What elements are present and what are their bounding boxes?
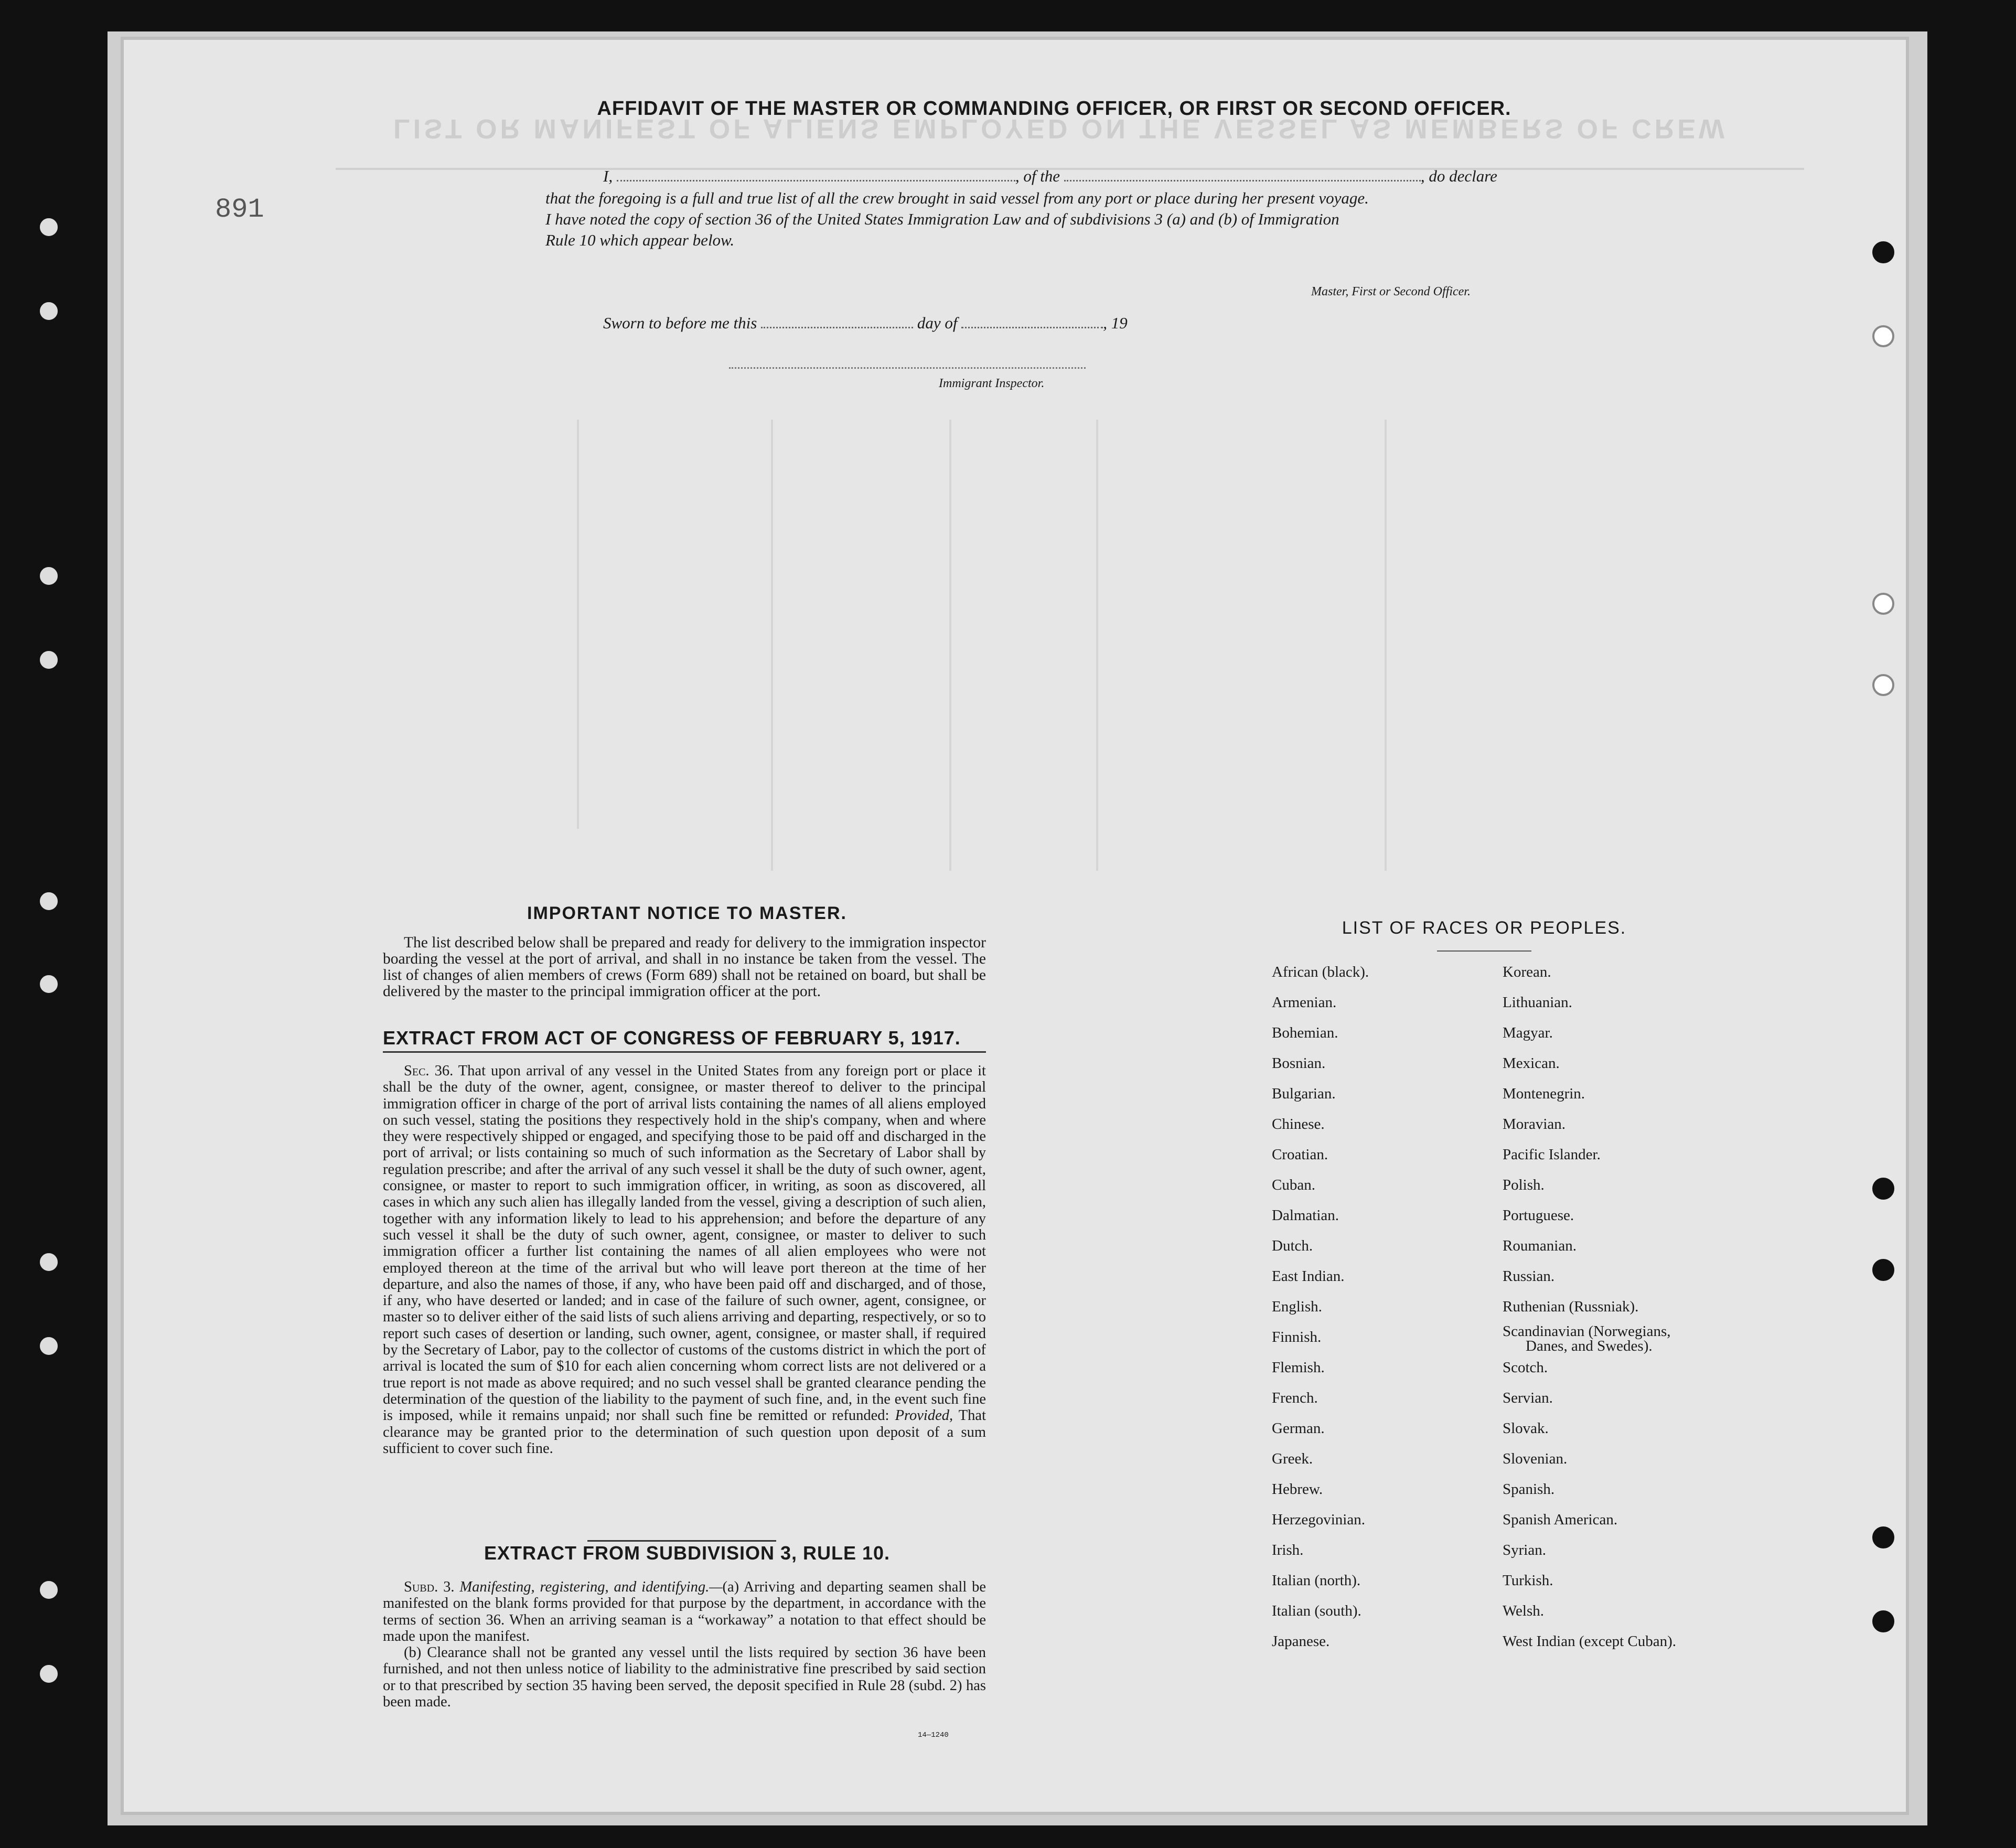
bleed-column-line (577, 420, 579, 829)
races-rule (1437, 950, 1531, 952)
year-label: , 19 (1103, 314, 1128, 332)
notice-text: The list described below shall be prepared and ready for delivery to the immigration inspector boarding the vessel at the port of arrival, and shall in no instance be taken from the vessel. The list of changes of alien members of crews (Form 689) shall not be retained on board, but shall be delivered by the master to the principal immigration officer at the port. (383, 934, 986, 1000)
race-item: Armenian. (1272, 994, 1337, 1011)
affidavit-line-3: I have noted the copy of section 36 of the United States Immigration Law and of subdivisions 3 (a) and (b) of Immigration (545, 210, 1339, 228)
form-number: 14—1240 (918, 1731, 949, 1739)
race-item: Moravian. (1503, 1116, 1565, 1133)
race-item: German. (1272, 1420, 1325, 1437)
race-item: Pacific Islander. (1503, 1146, 1601, 1163)
race-item: Dalmatian. (1272, 1207, 1339, 1224)
race-item: Irish. (1272, 1542, 1304, 1558)
race-item-continuation: Danes, and Swedes). (1526, 1338, 1653, 1354)
race-item: East Indian. (1272, 1268, 1345, 1285)
inspector-signature-line (729, 367, 1086, 369)
affidavit-line-4: Rule 10 which appear below. (545, 231, 735, 249)
race-item: Portuguese. (1503, 1207, 1574, 1224)
race-item: Slovak. (1503, 1420, 1549, 1437)
name-blank (617, 180, 1015, 181)
race-item: Finnish. (1272, 1329, 1322, 1345)
race-item: West Indian (except Cuban). (1503, 1633, 1677, 1650)
inspector-label: Immigrant Inspector. (939, 377, 1045, 390)
day-of-label: day of (917, 314, 958, 332)
race-item: Syrian. (1503, 1542, 1546, 1558)
binding-hole (37, 1662, 61, 1686)
race-item: Greek. (1272, 1450, 1313, 1467)
race-item: Polish. (1503, 1177, 1545, 1193)
provided-word: Provided, (895, 1407, 953, 1424)
race-item: Chinese. (1272, 1116, 1325, 1133)
race-item: Hebrew. (1272, 1481, 1323, 1498)
month-blank (961, 327, 1103, 328)
race-item: Mexican. (1503, 1055, 1560, 1072)
act-title: EXTRACT FROM ACT OF CONGRESS OF FEBRUARY 5, 1917. (383, 1027, 961, 1049)
race-item: Croatian. (1272, 1146, 1328, 1163)
rule-10-para-b: (b) Clearance shall not be granted any vessel until the lists required by section 36 have been furnished, and not then unless notice of liability to the administrative fine prescribed by said section or to that prescribed by section 35 having been served, the deposit specified in Rule 28 (subd. 2) has been made. (383, 1644, 986, 1711)
race-item: Lithuanian. (1503, 994, 1572, 1011)
race-item: Flemish. (1272, 1359, 1325, 1376)
race-item: Roumanian. (1503, 1237, 1577, 1254)
binding-hole (37, 1250, 61, 1274)
affidavit-declaration-line (603, 167, 1497, 186)
race-item: Italian (north). (1272, 1572, 1361, 1589)
binding-hole (37, 648, 61, 672)
bleed-column-line (771, 420, 773, 871)
punch-hole (1872, 674, 1894, 696)
bleed-column-line (1385, 420, 1387, 871)
subdivision-title: EXTRACT FROM SUBDIVISION 3, RULE 10. (484, 1542, 891, 1564)
binding-hole (37, 299, 61, 323)
act-rule (383, 1051, 986, 1053)
race-item: Montenegrin. (1503, 1085, 1585, 1102)
punch-hole (1872, 325, 1894, 347)
race-item: Korean. (1503, 964, 1551, 980)
race-item: Bohemian. (1272, 1024, 1338, 1041)
punch-hole (1872, 1178, 1894, 1200)
race-item: Japanese. (1272, 1633, 1330, 1650)
rule-10-text (383, 1579, 986, 1710)
section-36-label: Sec. 36. (404, 1063, 454, 1079)
race-item: Scotch. (1503, 1359, 1548, 1376)
master-signature-label: Master, First or Second Officer. (1311, 285, 1471, 298)
affidavit-line-2: that the foregoing is a full and true list of all the crew brought in said vessel from any port or place during her present voyage. (545, 189, 1369, 207)
race-item: French. (1272, 1390, 1318, 1406)
race-item: Herzegovinian. (1272, 1511, 1365, 1528)
race-item: Turkish. (1503, 1572, 1553, 1589)
race-item: Dutch. (1272, 1237, 1313, 1254)
race-item: Spanish. (1503, 1481, 1555, 1498)
rule-10-para-a (383, 1579, 986, 1644)
race-item: Bulgarian. (1272, 1085, 1336, 1102)
subd-heading: Manifesting, registering, and identifying.— (459, 1579, 723, 1595)
notice-title: IMPORTANT NOTICE TO MASTER. (527, 903, 847, 923)
binding-hole (37, 215, 61, 239)
race-item: Russian. (1503, 1268, 1555, 1285)
para-a-text: (a) Arriving and departing seamen shall be manifested on the blank forms provided for that purpose by the department, in accordance with the terms of section 36. When an arriving seaman is a “workaway” a notation to that effect should be made upon the manifest. (383, 1579, 986, 1644)
sworn-label: Sworn to before me this (603, 314, 757, 332)
stamped-number: 891 (215, 194, 264, 225)
section-36-tail: That clearance may be granted prior to the determination of such question upon deposit of a sum sufficient to cover such fine. (383, 1407, 986, 1457)
race-item: Scandinavian (Norwegians, (1503, 1323, 1671, 1340)
punch-hole (1872, 241, 1894, 263)
race-item: Ruthenian (Russniak). (1503, 1298, 1639, 1315)
race-item: Bosnian. (1272, 1055, 1326, 1072)
subdivision-rule (587, 1540, 776, 1542)
bleed-column-line (1096, 420, 1098, 871)
affidavit-title: AFFIDAVIT OF THE MASTER OR COMMANDING OFFICER, OR FIRST OR SECOND OFFICER. (597, 98, 1511, 120)
bleed-column-line (949, 420, 951, 871)
sworn-line (603, 314, 1128, 333)
race-item: English. (1272, 1298, 1322, 1315)
binding-hole (37, 1334, 61, 1358)
section-36-body: That upon arrival of any vessel in the United States from any foreign port or place it shall be the duty of the owner, agent, consignee, or master thereof to deliver to the principal immigration officer in charge of the port of arrival lists containing the names of all aliens employed on such vessel, stating the positions they respectively hold in the ship's company, when and where they were respectively shipped or engaged, and specifying those to be paid off and discharged in the port of arrival; or lists containing so much of such information as the Secretary of Labor shall by regulation prescribe; and after the arrival of any such vessel it shall be the duty of such owner, agent, consignee, or master to report to such immigration officer, in writing, as soon as discovered, all cases in which any such alien has illegally landed from the vessel, giving a description of such alien, together with any information likely to lead to his apprehension; and before the departure of any such vessel it shall be the duty of such owner, agent, consignee, or master to deliver to such immigration officer a further list containing the names of all alien employees who were not employed thereon at the time of the arrival but who will leave port thereon at the time of her departure, and also the names of those, if any, who have been paid off and discharged, and of those, if any, who have deserted or landed; and in case of the failure of such owner, agent, consignee, or master so to deliver either of the said lists of such aliens arriving and departing, respectively, or so to report such cases of desertion or landing, such owner, agent, consignee, or master shall, if required by the Secretary of Labor, pay to the collector of customs of the customs district in which the port of arrival is located the sum of $10 for each alien concerning whom correct lists are not delivered or a true report is not made as above required; and no such vessel shall be granted clearance pending the determination of the question of the liability to the payment of such fine, and, in the event such fine is imposed, while it remains unpaid; nor shall such fine be remitted or refunded: (383, 1063, 986, 1424)
punch-hole (1872, 1526, 1894, 1548)
race-item: Cuban. (1272, 1177, 1315, 1193)
race-item: Italian (south). (1272, 1603, 1361, 1619)
binding-hole (37, 972, 61, 996)
punch-hole (1872, 1259, 1894, 1281)
binding-hole (37, 564, 61, 588)
vessel-blank (1064, 180, 1421, 181)
binding-hole (37, 1578, 61, 1602)
day-blank (761, 327, 913, 328)
affidavit-i: I, (603, 167, 613, 185)
punch-hole (1872, 1610, 1894, 1632)
race-item: Welsh. (1503, 1603, 1545, 1619)
affidavit-declare: , do declare (1420, 167, 1497, 185)
affidavit-of: , of the (1015, 167, 1060, 185)
race-item: Spanish American. (1503, 1511, 1618, 1528)
race-item: Magyar. (1503, 1024, 1553, 1041)
binding-hole (37, 889, 61, 913)
race-item: Servian. (1503, 1390, 1553, 1406)
race-item: African (black). (1272, 964, 1369, 980)
subd-label: Subd. 3. (404, 1579, 455, 1595)
section-36-text (383, 1063, 986, 1457)
bleed-through-title: LIST OR MANIFEST OF ALIENS EMPLOYED ON THE VESSEL AS MEMBERS OF CREW (393, 113, 1728, 144)
race-item: Slovenian. (1503, 1450, 1568, 1467)
races-title: LIST OF RACES OR PEOPLES. (1342, 918, 1627, 938)
punch-hole (1872, 593, 1894, 615)
